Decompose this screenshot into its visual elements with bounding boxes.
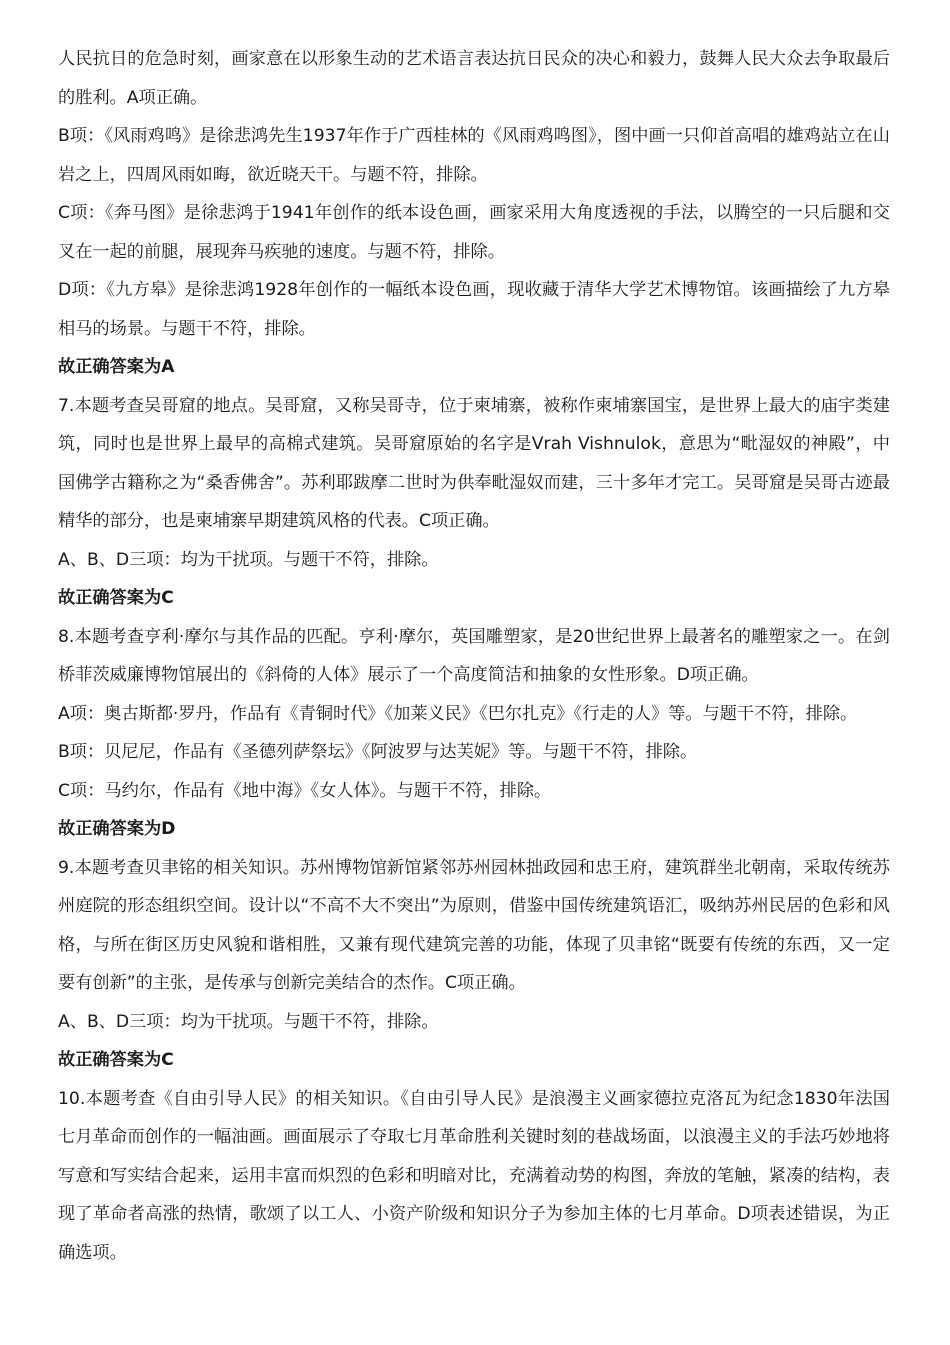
paragraph-q8-option-a: A项：奥古斯都·罗丹，作品有《青铜时代》《加莱义民》《巴尔扎克》《行走的人》等。与题干不符，排除。 [58, 703, 858, 724]
answer-line-q8: 故正确答案为D [58, 819, 176, 839]
paragraph-q8-explanation: 8.本题考查亨利·摩尔与其作品的匹配。亨利·摩尔，英国雕塑家，是20世纪世界上最著名的雕塑家之一。在剑桥菲茨威廉博物馆展出的《斜倚的人体》展示了一个高度简洁和抽象的女性形象。D项正确。 [58, 626, 890, 685]
answer-line-q7: 故正确答案为C [58, 588, 174, 608]
paragraph-q8-option-c: C项：马约尔，作品有《地中海》《女人体》。与题干不符，排除。 [58, 780, 552, 801]
answer-line-q9: 故正确答案为C [58, 1050, 174, 1070]
paragraph-q9-distractors: A、B、D三项：均为干扰项。与题干不符，排除。 [58, 1011, 439, 1032]
document-page [58, 40, 890, 1272]
paragraph-q8-option-b: B项：贝尼尼，作品有《圣德列萨祭坛》《阿波罗与达芙妮》等。与题干不符，排除。 [58, 742, 698, 762]
paragraph-a-analysis-end: 人民抗日的危急时刻，画家意在以形象生动的艺术语言表达抗日民众的决心和毅力，鼓舞人民大众去争取最后的胜利。A项正确。 [58, 49, 890, 108]
paragraph-option-d: D项：《九方皋》是徐悲鸿1928年创作的一幅纸本设色画，现收藏于清华大学艺术博物馆。该画描绘了九方皋相马的场景。与题干不符，排除。 [58, 280, 890, 339]
answer-line-q6: 故正确答案为A [58, 357, 175, 377]
paragraph-option-b: B项：《风雨鸡鸣》是徐悲鸿先生1937年作于广西桂林的《风雨鸡鸣图》，图中画一只仰首高唱的雄鸡站立在山岩之上，四周风雨如晦，欲近晓天干。与题不符，排除。 [58, 126, 890, 185]
paragraph-q7-explanation: 7.本题考查吴哥窟的地点。吴哥窟，又称吴哥寺，位于柬埔寨，被称作柬埔寨国宝，是世界上最大的庙宇类建筑，同时也是世界上最早的高棉式建筑。吴哥窟原始的名字是Vrah Vishnulok，意思为“毗湿奴的神殿”，中国佛学古籍称之为“桑香佛舍”。苏利耶跋摩二世时为供奉毗湿奴而建，三十多年才完工。吴哥窟是吴哥古迹最精华的部分，也是柬埔寨早期建筑风格的代表。C项正确。 [58, 395, 890, 531]
paragraph-q10-explanation: 10.本题考查《自由引导人民》的相关知识。《自由引导人民》是浪漫主义画家德拉克洛瓦为纪念1830年法国七月革命而创作的一幅油画。画面展示了夺取七月革命胜利关键时刻的巷战场面，以浪漫主义的手法巧妙地将写意和写实结合起来，运用丰富而炽烈的色彩和明暗对比，充满着动势的构图，奔放的笔触，紧凑的结构，表现了革命者高涨的热情，歌颂了以工人、小资产阶级和知识分子为参加主体的七月革命。D项表述错误，为正确选项。 [58, 1088, 890, 1263]
paragraph-q9-explanation: 9.本题考查贝聿铭的相关知识。苏州博物馆新馆紧邻苏州园林拙政园和忠王府，建筑群坐北朝南，采取传统苏州庭院的形态组织空间。设计以“不高不大不突出”为原则，借鉴中国传统建筑语汇，吸纳苏州民居的色彩和风格，与所在街区历史风貌和谐相胜，又兼有现代建筑完善的功能，体现了贝聿铭“既要有传统的东西，又一定要有创新”的主张，是传承与创新完美结合的杰作。C项正确。 [58, 857, 890, 993]
paragraph-option-c: C项：《奔马图》是徐悲鸿于1941年创作的纸本设色画，画家采用大角度透视的手法，以腾空的一只后腿和交叉在一起的前腿，展现奔马疾驰的速度。与题不符，排除。 [58, 203, 890, 262]
paragraph-q7-distractors: A、B、D三项：均为干扰项。与题干不符，排除。 [58, 549, 439, 570]
